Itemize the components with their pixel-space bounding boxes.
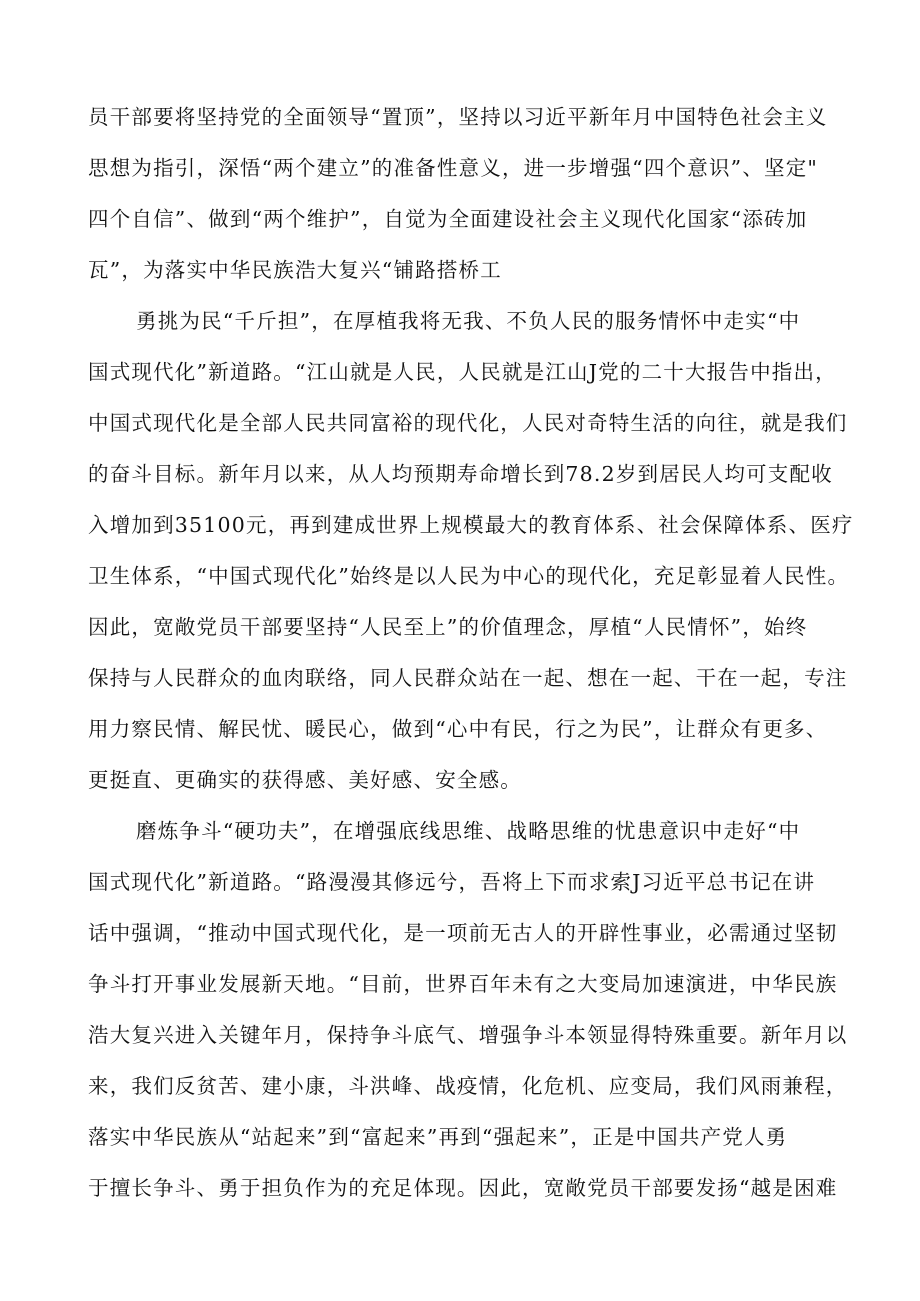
paragraph-2-line-5: 入增加到35100元，再到建成世界上规模最大的教育体系、社会保障体系、医疗 [88,513,854,537]
paragraph-3-line-1: 磨炼争斗“硬功夫”，在增强底线思维、战略思维的忧患意识中走好“中 [136,819,801,843]
paragraph-1-line-3: 四个自信”、做到“两个维护”，自觉为全面建设社会主义现代化国家“添砖加 [88,207,808,231]
paragraph-2-line-2: 国式现代化”新道路。“江山就是人民，人民就是江山J党的二十大报告中指出， [88,360,837,384]
paragraph-1-line-1: 员干部要将坚持党的全面领导“置顶”，坚持以习近平新年月中国特色社会主义 [88,105,828,129]
paragraph-2-line-4: 的奋斗目标。新年月以来，从人均预期寿命增长到78.2岁到居民人均可支配收 [88,462,833,486]
paragraph-2-line-1: 勇挑为民“千斤担”，在厚植我将无我、不负人民的服务情怀中走实“中 [136,309,801,333]
paragraph-3-line-3: 话中强调，“推动中国式现代化，是一项前无古人的开辟性事业，必需通过坚韧 [88,921,838,945]
paragraph-1-line-4: 瓦”，为落实中华民族浩大复兴“铺路搭桥工 [88,258,502,282]
paragraph-3-line-5: 浩大复兴进入关键年月，保持争斗底气、增强争斗本领显得特殊重要。新年月以 [88,1023,848,1047]
paragraph-3-line-6: 来，我们反贫苦、建小康，斗洪峰、战疫情，化危机、应变局，我们风雨兼程， [88,1074,848,1098]
paragraph-2-line-6: 卫生体系，“中国式现代化”始终是以人民为中心的现代化，充足彰显着人民性。 [88,564,850,588]
paragraph-3-line-4: 争斗打开事业发展新天地。“目前，世界百年未有之大变局加速演进，中华民族 [88,972,838,996]
paragraph-2-line-9: 用力察民情、解民忧、暖民心，做到“心中有民，行之为民”，让群众有更多、 [88,717,828,741]
paragraph-2-line-10: 更挺直、更确实的获得感、美好感、安全感。 [88,768,522,792]
paragraph-1-line-2: 思想为指引，深悟“两个建立”的准备性意义，进一步增强“四个意识”、坚定" [88,156,819,180]
paragraph-2-line-8: 保持与人民群众的血肉联络，同人民群众站在一起、想在一起、干在一起，专注 [88,666,848,690]
paragraph-3-line-8: 于擅长争斗、勇于担负作为的充足体现。因此，宽敞党员干部要发扬“越是困难 [88,1176,838,1200]
paragraph-3-line-2: 国式现代化”新道路。“路漫漫其修远兮，吾将上下而求索J习近平总书记在讲 [88,870,816,894]
paragraph-2-line-7: 因此，宽敞党员干部要坚持“人民至上”的价值理念，厚植“人民情怀”，始终 [88,615,808,639]
paragraph-2-line-3: 中国式现代化是全部人民共同富裕的现代化，人民对奇特生活的向往，就是我们 [88,411,848,435]
paragraph-3-line-7: 落实中华民族从“站起来”到“富起来”再到“强起来”，正是中国共产党人勇 [88,1125,788,1149]
